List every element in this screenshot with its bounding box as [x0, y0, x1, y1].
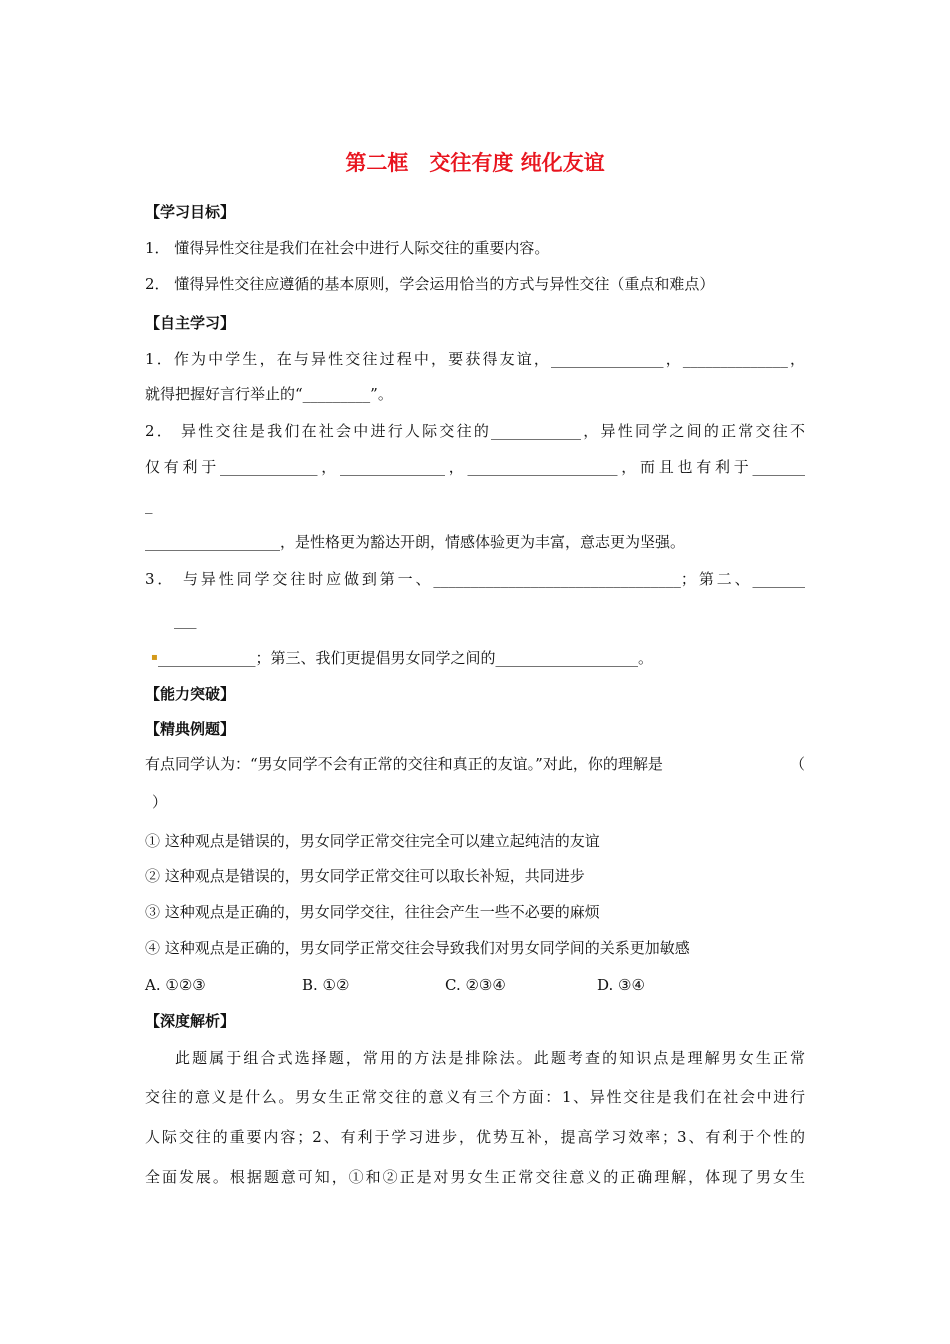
option-2: ② 这种观点是错误的，男女同学正常交往可以取长补短，共同进步	[145, 867, 585, 885]
question-3-line-3: _____________；第三、我们更提倡男女同学之间的___________________。	[158, 649, 654, 667]
section-heading-ability: 【能力突破】	[145, 685, 236, 703]
section-heading-example: 【精典例题】	[145, 720, 236, 738]
choice-c: C. ②③④	[445, 976, 506, 994]
option-4: ④ 这种观点是正确的，男女同学正常交往会导致我们对男女同学间的关系更加敏感	[145, 939, 690, 957]
section-heading-self-study: 【自主学习】	[145, 314, 236, 332]
question-1-line-1: 1．作为中学生，在与异性交往过程中，要获得友谊，_______________，______________，	[145, 350, 805, 368]
answer-paren-open: （	[790, 755, 806, 773]
option-1: ① 这种观点是错误的，男女同学正常交往完全可以建立起纯洁的友谊	[145, 832, 600, 850]
question-1-line-2: 就得把握好言行举止的“_________”。	[145, 385, 393, 403]
question-2-line-2: 仅有利于_____________，______________，____________________，而且也有利于_______	[145, 458, 805, 476]
example-question: 有点同学认为：“男女同学不会有正常的交往和真正的友谊。”对此，你的理解是	[145, 755, 663, 773]
section-heading-goals: 【学习目标】	[145, 203, 236, 221]
question-2-line-4: __________________，是性格更为豁达开朗，情感体验更为丰富，意志更为坚强。	[145, 533, 686, 551]
question-2-line-3: _	[145, 496, 153, 514]
choice-d: D. ③④	[597, 976, 645, 994]
analysis-line-1: 此题属于组合式选择题，常用的方法是排除法。此题考查的知识点是理解男女生正常	[175, 1049, 805, 1067]
stray-mark: ▪	[151, 652, 158, 663]
choice-a: A. ①②③	[145, 976, 206, 994]
question-3-line-2: ___	[174, 611, 197, 629]
question-3-line-1: 3． 与异性同学交往时应做到第一、_________________________________；第二、_______	[145, 570, 805, 588]
section-heading-analysis: 【深度解析】	[145, 1012, 236, 1030]
analysis-line-3: 人际交往的重要内容；2、有利于学习进步，优势互补，提高学习效率；3、有利于个性的	[145, 1128, 805, 1146]
question-2-line-1: 2． 异性交往是我们在社会中进行人际交往的____________，异性同学之间的正常交往不	[145, 422, 805, 440]
option-3: ③ 这种观点是正确的，男女同学交往，往往会产生一些不必要的麻烦	[145, 903, 600, 921]
page-title: 第二框 交往有度 纯化友谊	[345, 151, 605, 175]
analysis-line-2: 交往的意义是什么。男女生正常交往的意义有三个方面：1、异性交往是我们在社会中进行	[145, 1088, 805, 1106]
choice-b: B. ①②	[302, 976, 350, 994]
analysis-line-4: 全面发展。根据题意可知，①和②正是对男女生正常交往意义的正确理解，体现了男女生	[145, 1168, 805, 1186]
goal-item-2: 2． 懂得异性交往应遵循的基本原则，学会运用恰当的方式与异性交往（重点和难点）	[145, 275, 715, 293]
answer-paren-close: ）	[152, 793, 168, 811]
goal-item-1: 1． 懂得异性交往是我们在社会中进行人际交往的重要内容。	[145, 239, 550, 257]
